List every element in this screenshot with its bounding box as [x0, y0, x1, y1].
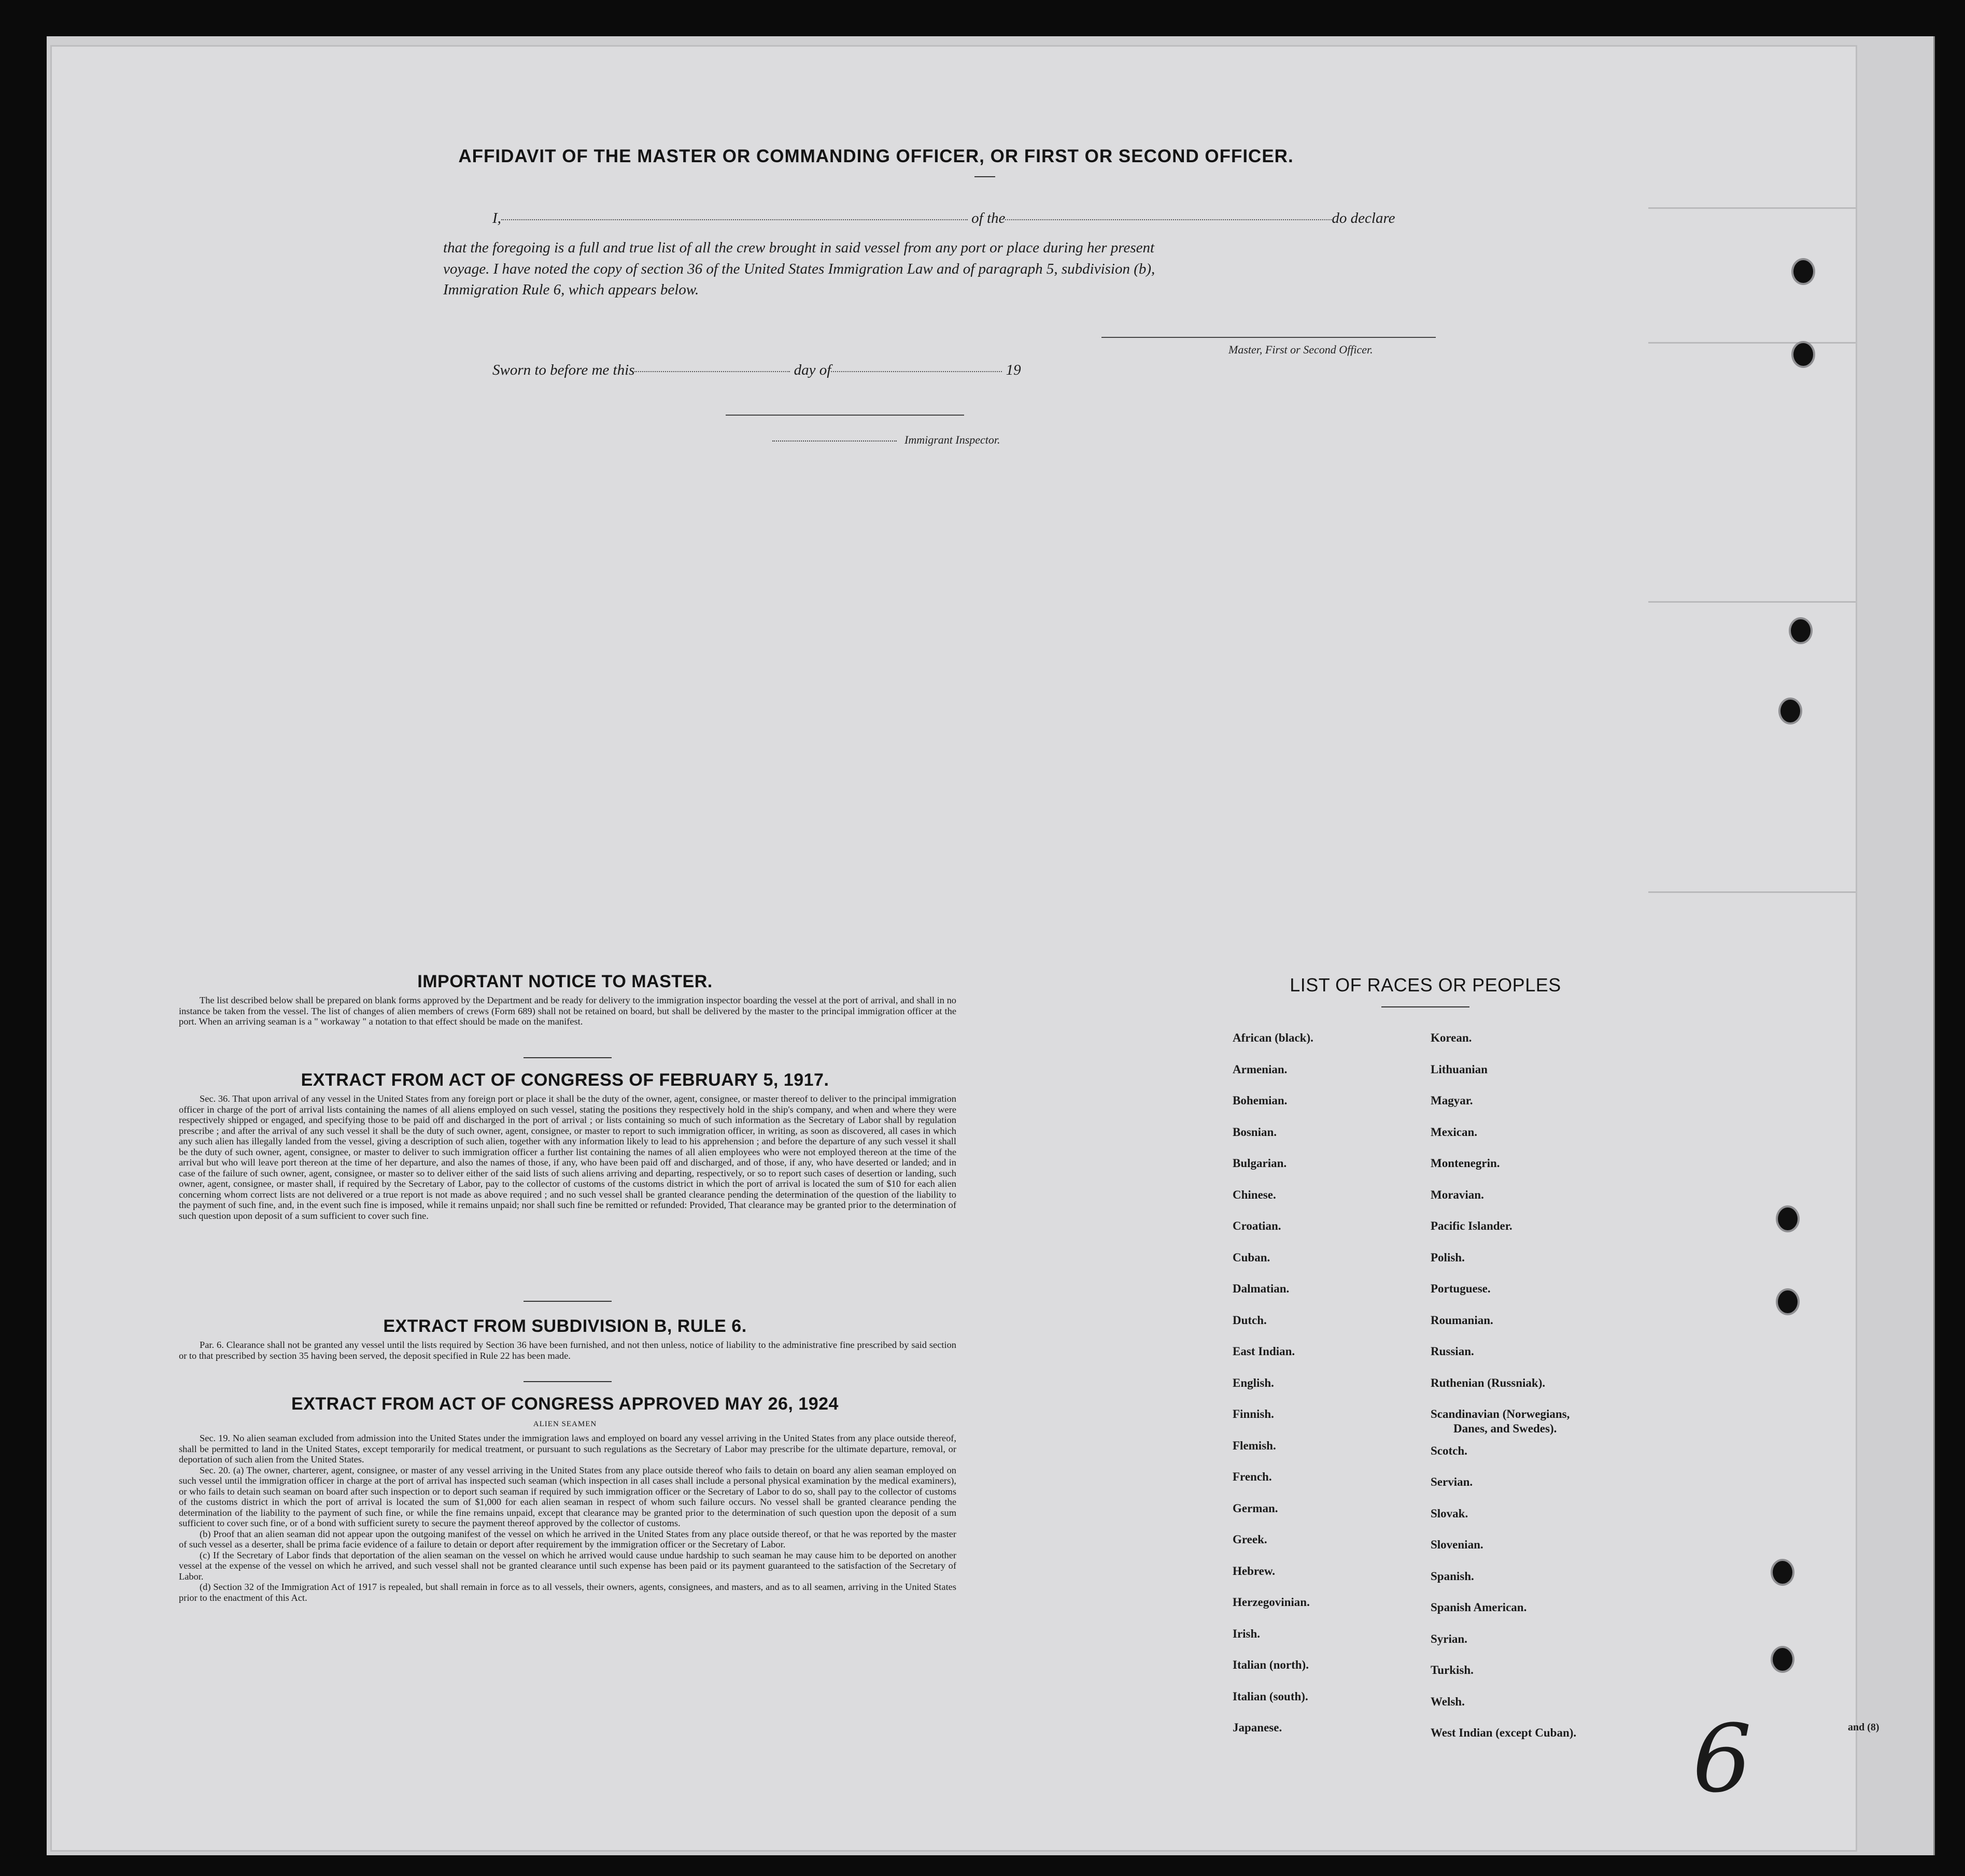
races-rule — [1381, 1006, 1469, 1007]
race-right-item: Korean. — [1431, 1031, 1472, 1044]
race-left-item: East Indian. — [1233, 1345, 1295, 1358]
section-36-paragraph: Sec. 36. That upon arrival of any vessel in the United States from any foreign port or place it shall be the duty of the owner, agent, consignee, or master thereof to deliver to the principal immigration officer in charge of the port of arrival lists containing the names of all aliens employed on such vessel, stating the positions they respectively hold in the ship's company, and when and where they were respectively shipped or engaged, and specifying those to be paid off and discharged in the port of arrival ; or lists containing so much of such information as the Secretary of Labor shall by regulation prescribe ; and after the arrival of any such vessel it shall be the duty of such owner, agent, consignee, or master to report to such immigration officer, in writing, as soon as discovered, all cases in which any such alien has illegally landed from the vessel, giving a description of such alien, together with any information likely to lead to his apprehension ; and before the departure of any such vessel it shall be the duty of such owner, agent, consignee, or master to deliver to such immigration officer a further list containing the names of all alien employees who were not employed thereon at the time of the arrival but who will leave port thereon at the time of her departure, and also the names of those, if any, who have been paid off and discharged, and of those, if any, who have deserted or landed; and in case of the failure of such owner, agent, consignee, or master so to deliver either of the said lists of such aliens arriving and departing, respectively, or so to report such cases of desertion or landing, such owner, agent, consignee, or master shall, if required by the Secretary of Labor, pay to the collector of customs of the customs district in which the port of arrival is located the sum of $10 for each alien concerning whom correct lists are not delivered or a true report is not made as above required ; and no such vessel shall be granted clearance pending the determination of the question of the liability to the payment of such fine, and, in the event such fine is imposed, while it remains unpaid; nor shall such fine be remitted or refunded: Provided, That clearance may be granted prior to the determination of such question upon deposit of a sum sufficient to cover such fine. — [179, 1093, 956, 1221]
name-blank[interactable] — [501, 219, 968, 220]
sec-19-paragraph: Sec. 19. No alien seaman excluded from admission into the United States under the immigration laws and employed on board any vessel arriving in the United States from any place outside thereof, shall be permitted to land in the United States, except temporarily for medical treatment, or pursuant to such regulations as the Secretary of Labor may prescribe for the ultimate departure, removal, or deportation of such alien from the United States. — [179, 1433, 956, 1465]
race-left-item: Dutch. — [1233, 1313, 1267, 1327]
race-right-item: Scotch. — [1431, 1444, 1467, 1457]
extract-rule6-text — [179, 1340, 956, 1361]
extract-1924-title: EXTRACT FROM ACT OF CONGRESS APPROVED MAY 26, 1924 — [291, 1394, 839, 1414]
race-left-item: Cuban. — [1233, 1250, 1270, 1264]
race-left-item: Chinese. — [1233, 1188, 1276, 1201]
races-title: LIST OF RACES OR PEOPLES — [1290, 974, 1561, 996]
race-left-item: Italian (north). — [1233, 1658, 1309, 1671]
binder-hole — [1793, 343, 1813, 366]
race-right-item: Welsh. — [1431, 1695, 1465, 1708]
month-blank[interactable] — [831, 371, 1002, 372]
year-prefix: 19 — [1006, 362, 1021, 378]
race-right-item: Spanish American. — [1431, 1601, 1527, 1614]
binder-hole — [1778, 1207, 1798, 1230]
race-right-item: Polish. — [1431, 1250, 1465, 1264]
race-left-item: African (black). — [1233, 1031, 1313, 1044]
inspector-signature-label: Immigrant Inspector. — [904, 433, 1000, 446]
sec-20a-paragraph: Sec. 20. (a) The owner, charterer, agent, consignee, or master of any vessel arriving in the United States from any place outside thereof who fails to detain on board any alien seaman employed on such vessel until the immigration officer in charge at the port of arrival has inspected such seaman (which inspection in all cases shall include a personal physical examination by the medical examiners), or who fails to detain such seaman on board after such inspection or to deport such seaman if required by such immigration officer or the Secretary of Labor to do so, shall pay to the collector of customs of the customs district in which the port of arrival is located the sum of $1,000 for each alien seaman in respect of whom such failure occurs. No vessel shall be granted clearance pending the determination of the liability to the payment of such fine, or while the fine remains unpaid, except that clearance may be granted prior to the determination of such question upon the deposit of a sum sufficient to cover such fine, or of a bond with sufficient surety to secure the payment thereof approved by the collector of customs. — [179, 1465, 956, 1528]
inspector-line-upper — [726, 415, 964, 416]
race-right-item: Slovak. — [1431, 1507, 1468, 1520]
day-of-text: day of — [794, 362, 831, 378]
master-signature-line[interactable] — [1101, 337, 1436, 338]
race-left-item: English. — [1233, 1376, 1274, 1389]
race-left-item: Croatian. — [1233, 1219, 1281, 1232]
edge-note: and (8) — [1848, 1722, 1879, 1733]
notice-rule — [524, 1057, 612, 1058]
race-left-item: Bohemian. — [1233, 1094, 1288, 1107]
race-left-item: Hebrew. — [1233, 1564, 1275, 1577]
binder-hole — [1773, 1561, 1792, 1584]
affidavit-line-4: Immigration Rule 6, which appears below. — [443, 281, 699, 298]
affidavit-line-2: that the foregoing is a full and true list of all the crew brought in said vessel from any port or place during her present — [443, 239, 1155, 256]
race-left-item: Bulgarian. — [1233, 1157, 1287, 1170]
race-right-item: Magyar. — [1431, 1094, 1473, 1107]
affidavit-of-the: of the — [971, 210, 1006, 226]
extract-1917-title: EXTRACT FROM ACT OF CONGRESS OF FEBRUARY 5, 1917. — [301, 1070, 829, 1090]
extract-1917-text — [179, 1093, 956, 1221]
race-right-item: Portuguese. — [1431, 1282, 1491, 1295]
race-left-item: Irish. — [1233, 1627, 1261, 1640]
ledger-line — [1648, 342, 1856, 344]
binder-hole — [1780, 700, 1800, 722]
extract-1924-text — [179, 1433, 956, 1603]
extract-1917-rule — [524, 1301, 612, 1302]
race-right-item: Russian. — [1431, 1345, 1474, 1358]
race-right-item: Turkish. — [1431, 1664, 1474, 1676]
affidavit-do-declare: do declare — [1332, 210, 1395, 226]
race-left-item: Herzegovinian. — [1233, 1596, 1310, 1609]
binder-hole — [1793, 260, 1813, 283]
race-right-item: Lithuanian — [1431, 1062, 1488, 1076]
race-left-item: French. — [1233, 1470, 1272, 1483]
race-right-item: Slovenian. — [1431, 1538, 1483, 1551]
alien-seamen-subtitle: ALIEN SEAMEN — [533, 1420, 597, 1428]
extract-rule6-rule — [524, 1381, 612, 1382]
sworn-line — [492, 362, 1021, 379]
race-right-item: Pacific Islander. — [1431, 1219, 1512, 1232]
rule6-paragraph: Par. 6. Clearance shall not be granted any vessel until the lists required by Section 36 have been furnished, and not then unless, notice of liability to the administrative fine prescribed by said section or to that prescribed by section 35 having been served, the deposit specified in Rule 22 has been made. — [179, 1340, 956, 1361]
race-right-item: Spanish. — [1431, 1569, 1474, 1583]
handwritten-page-number: 6 — [1692, 1705, 1752, 1813]
notice-paragraph: The list described below shall be prepared on blank forms approved by the Department and be ready for delivery to the immigration inspector boarding the vessel at the port of arrival, and shall in no instance be taken from the vessel. The list of changes of alien members of crews (Form 689) shall not be retained on board, but shall be delivered by the master to the principal immigration officer at the port. When an arriving seaman is a " workaway " a notation to that effect should be made on the manifest. — [179, 995, 956, 1027]
vessel-blank[interactable] — [1005, 219, 1332, 220]
race-left-item: Bosnian. — [1233, 1125, 1277, 1139]
sworn-text: Sworn to before me this — [492, 362, 635, 378]
race-left-item: German. — [1233, 1501, 1278, 1515]
ledger-line — [1648, 207, 1856, 209]
inspector-signature-line[interactable] — [772, 440, 897, 442]
race-left-item: Armenian. — [1233, 1062, 1288, 1076]
extract-rule6-title: EXTRACT FROM SUBDIVISION B, RULE 6. — [383, 1316, 747, 1336]
race-right-item: Scandinavian (Norwegians, — [1431, 1408, 1570, 1420]
race-right-item: Moravian. — [1431, 1188, 1484, 1201]
race-right-item: Servian. — [1431, 1475, 1473, 1488]
ledger-line — [1648, 891, 1856, 893]
affidavit-title: AFFIDAVIT OF THE MASTER OR COMMANDING OFFICER, OR FIRST OR SECOND OFFICER. — [458, 146, 1294, 166]
race-right-item: Mexican. — [1431, 1125, 1478, 1139]
affidavit-i: I, — [492, 210, 501, 226]
race-right-item: Roumanian. — [1431, 1313, 1493, 1327]
race-left-item: Japanese. — [1233, 1721, 1282, 1734]
notice-title: IMPORTANT NOTICE TO MASTER. — [417, 972, 713, 991]
race-left-item: Dalmatian. — [1233, 1282, 1290, 1295]
race-left-item: Finnish. — [1233, 1408, 1274, 1420]
sec-20b-paragraph: (b) Proof that an alien seaman did not appear upon the outgoing manifest of the vessel on which he arrived in the United States from any place outside thereof, or that he was reported by the master of such vessel as a deserter, shall be prima facie evidence of a failure to detain or deport after requirement by the immigration officer or the Secretary of Labor. — [179, 1528, 956, 1550]
race-left-item: Greek. — [1233, 1533, 1267, 1546]
race-scandinavian-continued: Danes, and Swedes). — [1453, 1422, 1557, 1435]
sec-20c-paragraph: (c) If the Secretary of Labor finds that deportation of the alien seaman on the vessel on which he arrived would cause undue hardship to such seaman he may cause him to be deported on another vessel at the expense of the vessel on which he arrived, and such vessel shall not be granted clearance until such expense has been paid or its payment guaranteed to the satisfaction of the Secretary of Labor. — [179, 1550, 956, 1582]
race-right-item: Syrian. — [1431, 1632, 1467, 1645]
race-right-item: West Indian (except Cuban). — [1431, 1726, 1577, 1739]
race-right-item: Montenegrin. — [1431, 1157, 1500, 1170]
affidavit-line-1 — [492, 210, 1395, 227]
race-right-item: Ruthenian (Russniak). — [1431, 1376, 1546, 1389]
title-rule — [974, 176, 995, 177]
race-left-item: Flemish. — [1233, 1439, 1276, 1452]
race-left-item: Italian (south). — [1233, 1689, 1308, 1703]
ledger-line — [1648, 601, 1856, 603]
notice-text — [179, 995, 956, 1027]
affidavit-line-3: voyage. I have noted the copy of section 36 of the United States Immigration Law and of paragraph 5, subdivision (b), — [443, 261, 1155, 277]
binder-hole — [1773, 1648, 1792, 1671]
sec-20d-paragraph: (d) Section 32 of the Immigration Act of 1917 is repealed, but shall remain in force as to all vessels, their owners, agents, consignees, and masters, and as to all seamen, arriving in the United States prior to the enactment of this Act. — [179, 1582, 956, 1603]
day-blank[interactable] — [634, 371, 790, 372]
binder-hole — [1791, 619, 1811, 642]
master-signature-label: Master, First or Second Officer. — [1228, 343, 1373, 356]
binder-hole — [1778, 1290, 1798, 1313]
